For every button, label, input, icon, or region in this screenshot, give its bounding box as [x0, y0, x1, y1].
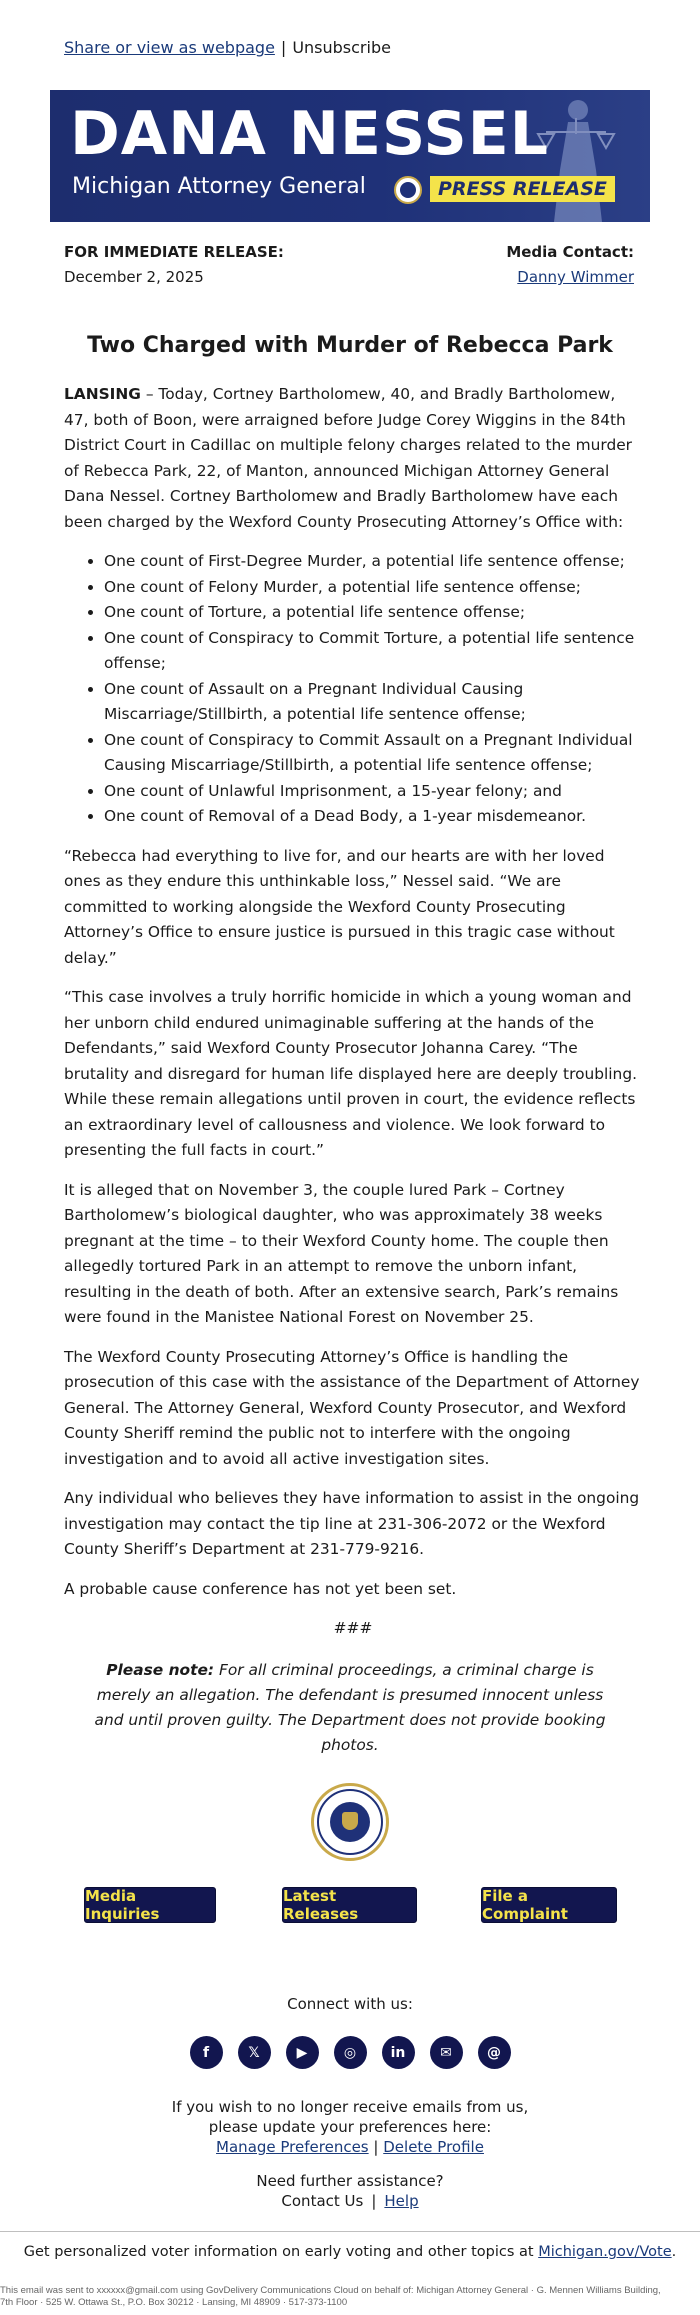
- page-title: Two Charged with Murder of Rebecca Park: [87, 333, 613, 358]
- prefs-separator: |: [373, 2138, 379, 2156]
- list-item: • One count of Torture, a potential life sentence offense;: [104, 600, 642, 626]
- footer-line-1: This email was sent to xxxxxx@gmail.com using GovDelivery Communications Cloud on behalf of: Michigan Attorney General · G. Mennen Williams Building,: [0, 2285, 661, 2296]
- prefs-line-1: If you wish to no longer receive emails from us,: [171, 2098, 529, 2116]
- footer-divider: [0, 2231, 700, 2232]
- michigan-vote-link[interactable]: Michigan.gov/Vote: [538, 2244, 672, 2260]
- list-item: • One count of First-Degree Murder, a potential life sentence offense;: [104, 549, 642, 575]
- dateline: LANSING: [64, 385, 141, 403]
- contact-us-link[interactable]: Contact Us: [281, 2192, 364, 2210]
- footer-address: [0, 2285, 700, 2309]
- help-link[interactable]: Help: [384, 2192, 419, 2210]
- manage-preferences-link[interactable]: Manage Preferences: [216, 2138, 369, 2156]
- release-date: December 2, 2025: [64, 268, 204, 286]
- conference-paragraph: A probable cause conference has not yet been set.: [64, 1579, 457, 1598]
- threads-icon[interactable]: @: [478, 2036, 511, 2069]
- list-item: • One count of Unlawful Imprisonment, a 15-year felony; and: [104, 779, 642, 805]
- email-icon[interactable]: ✉: [430, 2036, 463, 2069]
- legal-note: [80, 1658, 620, 1758]
- list-item: • One count of Conspiracy to Commit Assault on a Pregnant Individual Causing Miscarriage/Stillbirth, a potential life sentence offense;: [104, 728, 642, 779]
- file-complaint-button[interactable]: File a Complaint: [481, 1887, 617, 1923]
- release-info: [64, 240, 284, 290]
- intro-paragraph: [64, 382, 642, 535]
- voter-text: Get personalized voter information on early voting and other topics at: [23, 2244, 539, 2260]
- article-body: [64, 382, 642, 1642]
- list-item: • One count of Removal of a Dead Body, a 1-year misdemeanor.: [104, 804, 642, 830]
- list-item: • One count of Assault on a Pregnant Individual Causing Miscarriage/Stillbirth, a potential life sentence offense;: [104, 677, 642, 728]
- list-item: • One count of Felony Murder, a potential life sentence offense;: [104, 575, 642, 601]
- footer-line-2: 7th Floor · 525 W. Ottawa St., P.O. Box 30212 · Lansing, MI 48909 · 517-373-1100: [0, 2297, 348, 2308]
- delete-profile-link[interactable]: Delete Profile: [383, 2138, 484, 2156]
- attorney-general-seal-icon: [311, 1783, 389, 1861]
- youtube-icon[interactable]: ▶: [286, 2036, 319, 2069]
- intro-text: – Today, Cortney Bartholomew, 40, and Bradly Bartholomew, 47, both of Boon, were arraigned before Judge Corey Wiggins in the 84th District Court in Cadillac on multiple felony charges related to the murder of Rebecca Park, 22, of Manton, announced Michigan Attorney General Dana Nessel. Cortney Bartholomew and Bradly Bartholomew have each been charged by the Wexford County Prosecuting Attorney’s Office with:: [64, 385, 633, 531]
- prosecution-paragraph: The Wexford County Prosecuting Attorney’s Office is handling the prosecution of this case with the assistance of the Department of Attorney General. The Attorney General, Wexford County Prosecutor, and Wexford County Sheriff remind the public not to interfere with the ongoing investigation and to avoid all active investigation sites.: [64, 1347, 640, 1468]
- media-contact: [506, 240, 634, 290]
- share-webpage-link[interactable]: Share or view as webpage: [64, 38, 275, 57]
- banner-name: DANA NESSEL: [70, 99, 549, 169]
- assist-separator: |: [371, 2192, 377, 2210]
- assist-heading: Need further assistance?: [256, 2172, 444, 2190]
- press-release-badge: PRESS RELEASE: [430, 176, 615, 202]
- contact-label: Media Contact:: [506, 243, 634, 261]
- connect-heading: Connect with us:: [287, 1995, 413, 2013]
- social-links: [0, 2036, 700, 2069]
- carey-quote: “This case involves a truly horrific homicide in which a young woman and her unborn child endured unimaginable suffering at the hands of the Defendants,” said Wexford County Prosecutor Johanna Carey. “The brutality and disregard for human life displayed here are deeply troubling. While these remain allegations until proven in court, the evidence reflects an extraordinary level of callousness and violence. We look forward to presenting the full facts in court.”: [64, 988, 637, 1159]
- instagram-icon[interactable]: ◎: [334, 2036, 367, 2069]
- assistance-block: [0, 2171, 700, 2211]
- charges-list: [104, 549, 642, 830]
- top-links: [64, 38, 391, 57]
- prefs-line-2: please update your preferences here:: [208, 2118, 492, 2136]
- preferences-block: [0, 2097, 700, 2157]
- release-label: FOR IMMEDIATE RELEASE:: [64, 243, 284, 261]
- voter-end: .: [671, 2244, 677, 2260]
- media-inquiries-button[interactable]: Media Inquiries: [84, 1887, 216, 1923]
- banner-title: Michigan Attorney General: [72, 174, 366, 199]
- voter-info: [0, 2244, 700, 2260]
- top-separator: |: [280, 38, 287, 57]
- contact-name-link[interactable]: Danny Wimmer: [517, 268, 634, 286]
- list-item: • One count of Conspiracy to Commit Torture, a potential life sentence offense;: [104, 626, 642, 677]
- latest-releases-button[interactable]: Latest Releases: [282, 1887, 417, 1923]
- ag-seal-icon: [394, 176, 422, 204]
- note-text: For all criminal proceedings, a criminal charge is merely an allegation. The defendant is presumed innocent unless and until proven guilty. The Department does not provide booking photos.: [94, 1661, 606, 1754]
- unsubscribe-link[interactable]: Unsubscribe: [292, 38, 391, 57]
- facebook-icon[interactable]: f: [190, 2036, 223, 2069]
- tip-line-paragraph: Any individual who believes they have information to assist in the ongoing investigation may contact the tip line at 231-306-2072 or the Wexford County Sheriff’s Department at 231-779-9216.: [64, 1489, 640, 1558]
- allegation-paragraph: It is alleged that on November 3, the couple lured Park – Cortney Bartholomew’s biological daughter, who was approximately 38 weeks pregnant at the time – to their Wexford County home. The couple then allegedly tortured Park in an attempt to remove the unborn infant, resulting in the death of both. After an extensive search, Park’s remains were found in the Manistee National Forest on November 25.: [64, 1180, 619, 1326]
- press-release-banner: [50, 90, 650, 222]
- end-mark: ###: [333, 1619, 373, 1637]
- note-label: Please note:: [106, 1661, 215, 1679]
- x-twitter-icon[interactable]: 𝕏: [238, 2036, 271, 2069]
- linkedin-icon[interactable]: in: [382, 2036, 415, 2069]
- nessel-quote: “Rebecca had everything to live for, and our hearts are with her loved ones as they endure this unthinkable loss,” Nessel said. “We are committed to working alongside the Wexford County Prosecuting Attorney’s Office to ensure justice is pursued in this tragic case without delay.”: [64, 846, 615, 967]
